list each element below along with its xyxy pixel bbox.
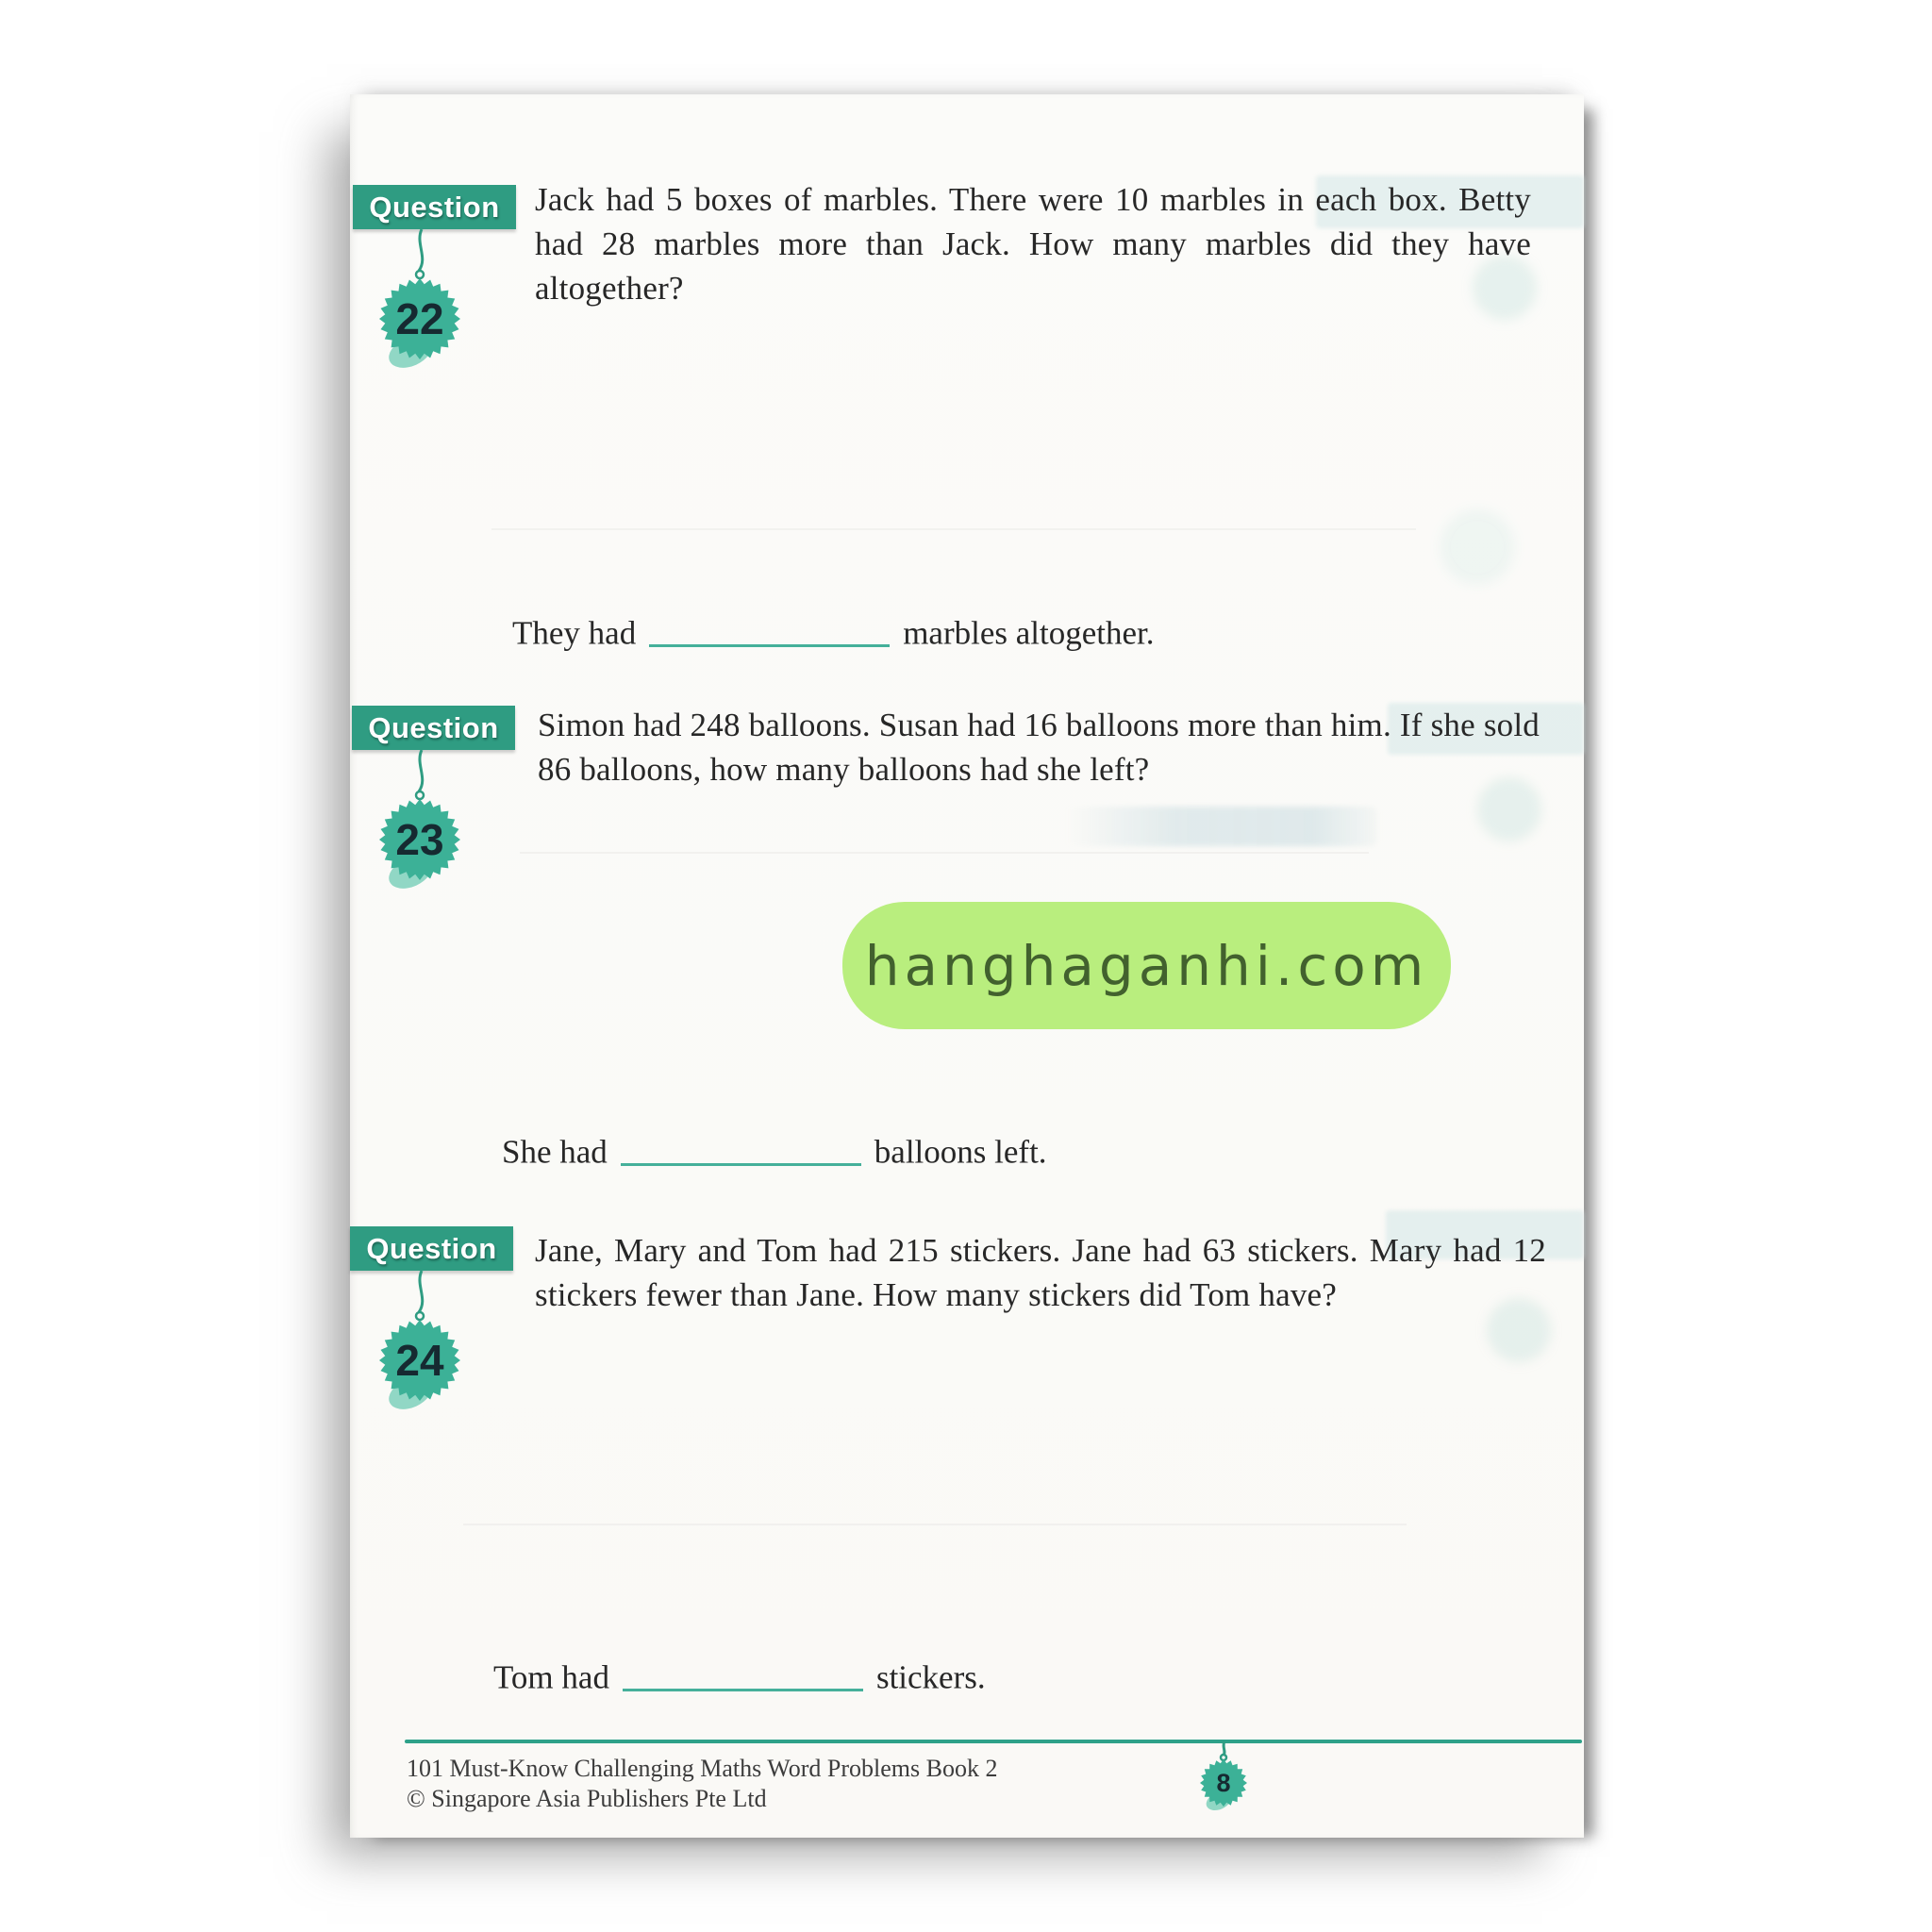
- bleed-through-blob: [1440, 509, 1515, 585]
- question-banner-label: Question: [366, 1231, 497, 1265]
- question-banner-label: Question: [369, 190, 500, 224]
- answer-suffix: stickers.: [875, 1658, 986, 1696]
- page-number: 8: [1216, 1769, 1231, 1797]
- answer-prefix: She had: [502, 1133, 608, 1171]
- page-number-tag-icon: [1195, 1741, 1252, 1821]
- watermark-pill: [842, 902, 1451, 1029]
- answer-suffix: marbles altogether.: [903, 614, 1155, 652]
- answer-suffix: balloons left.: [874, 1133, 1047, 1171]
- question-text: Simon had 248 balloons. Susan had 16 balloons more than him. If she sold 86 balloons, how many balloons had she left?: [538, 707, 1540, 788]
- answer-blank: [623, 1656, 863, 1691]
- question-number: 23: [395, 815, 444, 864]
- answer-prefix: Tom had: [493, 1658, 609, 1696]
- bleed-through-rule: [463, 1524, 1407, 1525]
- question-banner: [352, 706, 515, 750]
- question-number-tag-icon: [363, 750, 476, 901]
- answer-line: [512, 611, 1155, 653]
- answer-line: [502, 1130, 1047, 1172]
- footer-book-title: 101 Must-Know Challenging Maths Word Problems Book 2: [407, 1755, 998, 1782]
- bleed-through-rule: [491, 528, 1416, 530]
- answer-prefix: They had: [512, 614, 637, 652]
- question-banner: [353, 185, 516, 229]
- question-text: Jane, Mary and Tom had 215 stickers. Jane had 63 stickers. Mary had 12 stickers fewer than Jane. How many stickers did Tom have?: [535, 1232, 1546, 1313]
- question-number: 22: [395, 294, 444, 343]
- answer-blank: [621, 1130, 861, 1166]
- question-banner: [350, 1226, 513, 1271]
- question-number-tag-icon: [363, 1271, 476, 1422]
- answer-line: [493, 1656, 986, 1697]
- watermark-text: hanghaganhi.com: [864, 933, 1429, 998]
- bleed-through-smudge: [1066, 807, 1377, 846]
- question-number-tag-icon: [363, 229, 476, 380]
- workbook-page: [350, 94, 1584, 1838]
- question-number: 24: [395, 1336, 444, 1385]
- question-banner-label: Question: [368, 710, 499, 744]
- question-text: Jack had 5 boxes of marbles. There were 10 marbles in each box. Betty had 28 marbles more than Jack. How many marbles did they have altogether?: [535, 181, 1531, 307]
- answer-blank: [649, 611, 890, 647]
- footer-rule: [405, 1740, 1582, 1743]
- bleed-through-rule: [520, 852, 1369, 854]
- footer-copyright: © Singapore Asia Publishers Pte Ltd: [407, 1785, 767, 1812]
